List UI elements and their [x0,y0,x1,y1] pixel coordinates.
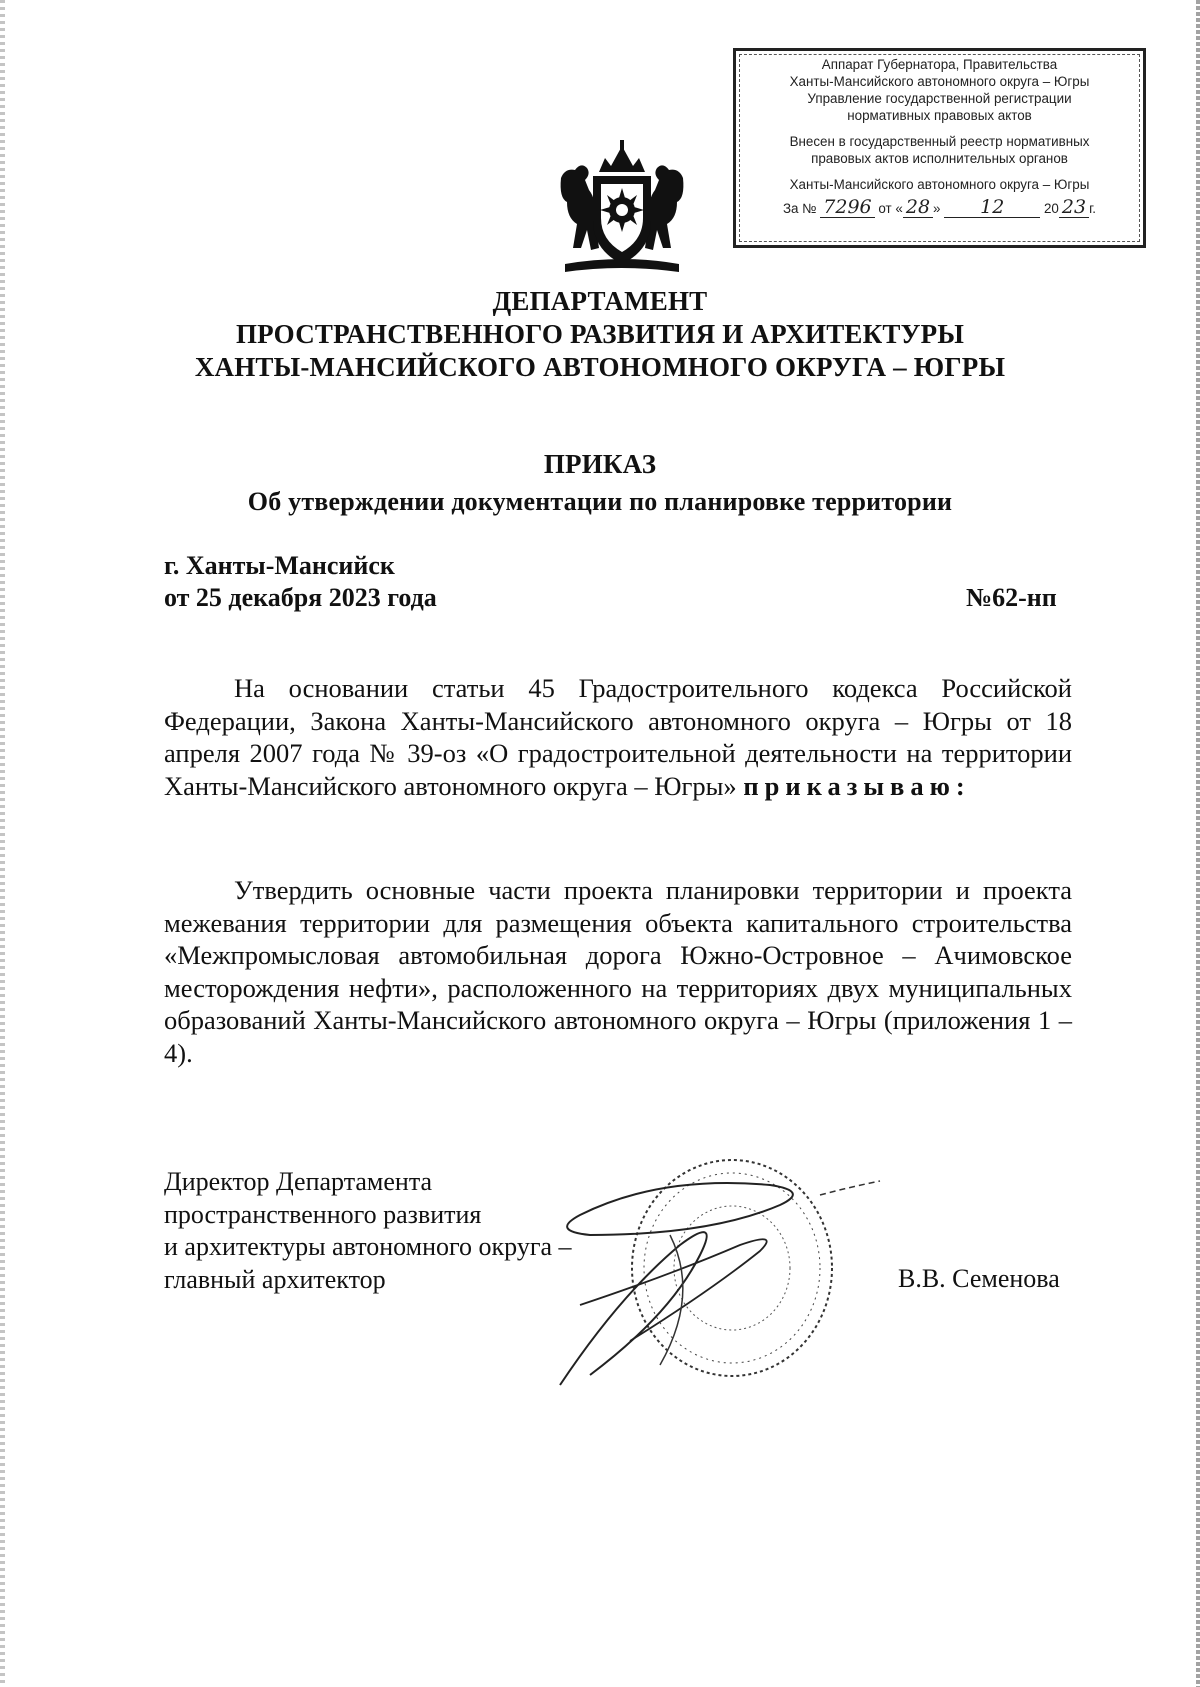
signer-position-line: главный архитектор [164,1264,386,1294]
scan-edge-left [0,0,5,1687]
department-title-line-2: ПРОСТРАНСТВЕННОГО РАЗВИТИЯ И АРХИТЕКТУРЫ [235,319,965,349]
stamp-line: Ханты-Мансийского автономного округа – Югры [789,177,1090,192]
department-title-line-3: ХАНТЫ-МАНСИЙСКОГО АВТОНОМНОГО ОКРУГА – ЮГРЫ [194,352,1006,382]
stamp-number-value: 7296 [820,197,874,218]
signer-name: В.В. Семенова [898,1264,1060,1293]
coat-of-arms-icon [553,138,691,278]
order-subject: Об утверждении документации по планировке территории [247,487,953,516]
signer-position-line: Директор Департамента [164,1167,433,1196]
stamp-registration-number [736,197,1143,218]
stamp-line: правовых актов исполнительных органов [811,151,1068,166]
stamp-day: 28 [903,197,933,218]
stamp-number-prefix: За № [782,201,817,216]
department-title-line-1: ДЕПАРТАМЕНТ [492,286,708,316]
stamp-year-suffix: г. [1089,201,1097,216]
order-city: г. Ханты-Мансийск [164,551,395,580]
scan-edge-right [1196,0,1200,1687]
stamp-line: нормативных правовых актов [847,108,1032,123]
stamp-from-label: от « [878,201,903,216]
registration-stamp [733,48,1146,248]
preamble-text: На основании статьи 45 Градостроительного кодекса Российской Федерации, Закона Ханты-Мансийского автономного округа – Югры от 18 апреля 2007 года № 39-оз «О градостроительной деятельности на территории Ханты-Мансийского автономного округа – Югры» [164,673,1072,801]
handwritten-signature [520,1155,920,1405]
order-date: от 25 декабря 2023 года [164,583,437,612]
signer-position [164,1166,572,1296]
stamp-day-close: » [933,201,941,216]
stamp-line: Управление государственной регистрации [807,91,1072,106]
order-title: ПРИКАЗ [543,449,657,479]
stamp-line: Аппарат Губернатора, Правительства [821,57,1058,72]
stamp-year-prefix: 20 [1043,201,1059,216]
order-colon: : [955,770,965,801]
stamp-year: 23 [1059,197,1089,218]
order-number: №62-нп [966,583,1057,612]
body-paragraph-2: Утвердить основные части проекта планировки территории и проекта межевания территории для размещения объекта капитального строительства «Межпромысловая автомобильная дорога Южно-Островное – Ачимовское месторождения нефти», расположенного на территориях двух муниципальных образований Ханты-Мансийского автономного округа – Югры (приложения 1 – 4). [164,875,1072,1068]
stamp-line: Ханты-Мансийского автономного округа – Югры [789,74,1090,89]
stamp-month: 12 [944,197,1040,218]
body-paragraph-1 [164,672,1072,802]
stamp-line: Внесен в государственный реестр нормативных [789,134,1090,149]
signer-position-line: и архитектуры автономного округа – [164,1232,572,1261]
signer-position-line: пространственного развития [164,1199,482,1229]
order-word: приказываю [743,770,956,801]
